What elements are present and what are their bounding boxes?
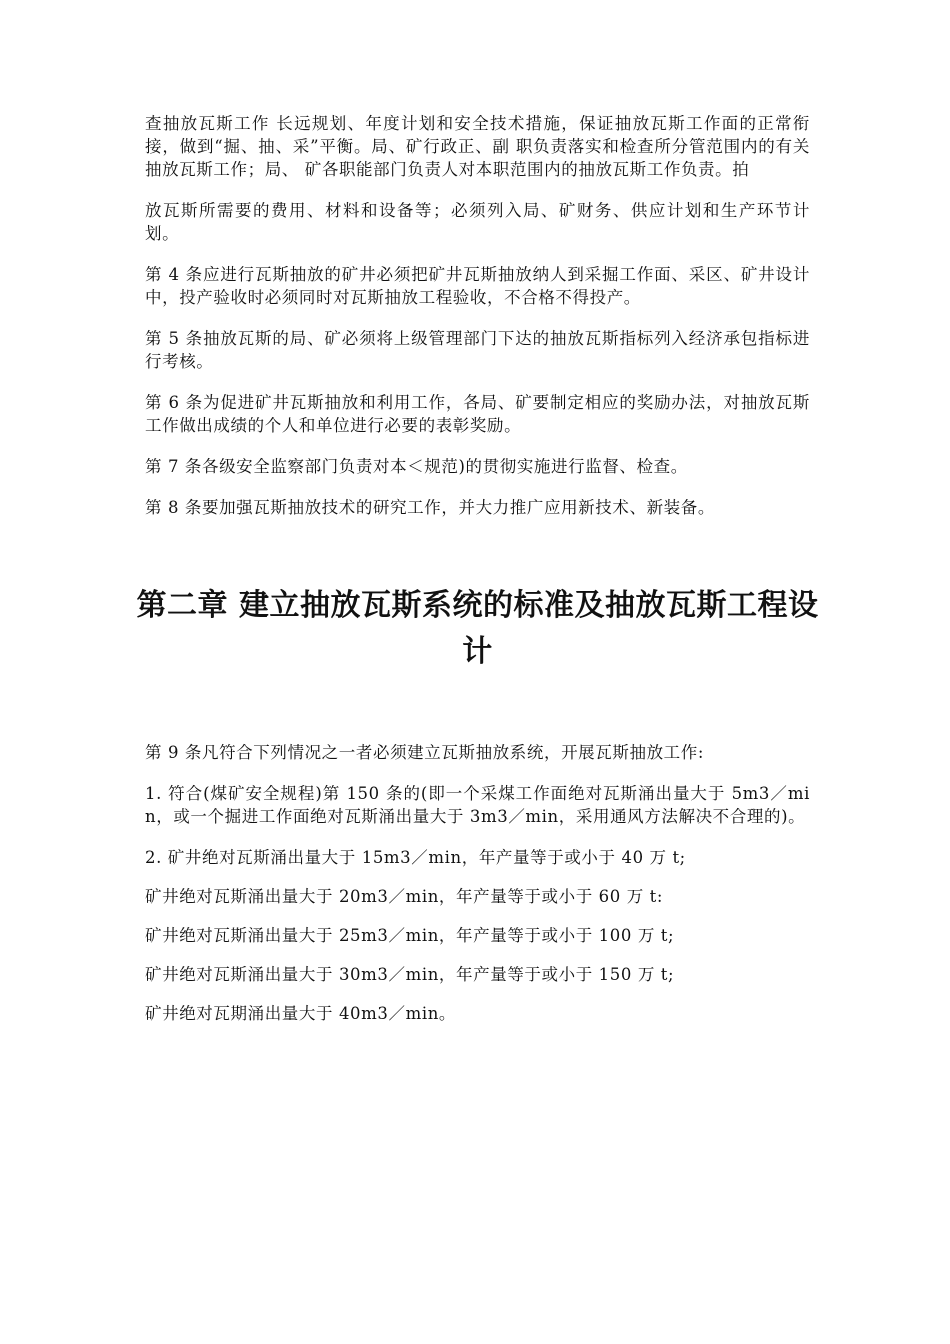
chapter-title: 第二章 建立抽放瓦斯系统的标准及抽放瓦斯工程设计 — [136, 588, 819, 669]
paragraph-item-2-line-100: 矿井绝对瓦斯涌出量大于 25m3／min，年产量等于或小于 100 万 t; — [145, 926, 675, 945]
paragraph-article-6: 第 6 条为促进矿井瓦斯抽放和利用工作，各局、矿要制定相应的奖励办法，对抽放瓦斯工作做出成绩的个人和单位进行必要的表彰奖励。 — [145, 393, 810, 435]
paragraph-article-4: 第 4 条应进行瓦斯抽放的矿井必须把矿井瓦斯抽放纳人到采掘工作面、采区、矿井设计中，投产验收时必须同时对瓦斯抽放工程验收，不合格不得投产。 — [145, 265, 810, 307]
document-page — [136, 112, 819, 1041]
paragraph-item-2-line-60: 矿井绝对瓦斯涌出量大于 20m3／min，年产量等于或小于 60 万 t: — [145, 887, 664, 906]
paragraph-article-8: 第 8 条要加强瓦斯抽放技术的研究工作，并大力推广应用新技术、新装备。 — [145, 498, 715, 517]
paragraph-article-9: 第 9 条凡符合下列情况之一者必须建立瓦斯抽放系统，开展瓦斯抽放工作: — [145, 743, 705, 762]
paragraph-planning: 查抽放瓦斯工作 长远规划、年度计划和安全技术措施，保证抽放瓦斯工作面的正常衔接，做到“掘、抽、采”平衡。局、矿行政正、副 职负责落实和检查所分管范围内的有关抽放瓦斯工作；局、 矿各职能部门负责人对本职范围内的抽放瓦斯工作负责。拍 — [145, 114, 810, 179]
paragraph-item-2: 2. 矿井绝对瓦斯涌出量大于 15m3／min，年产量等于或小于 40 万 t; — [145, 848, 686, 867]
paragraph-costs: 放瓦斯所需要的费用、材料和设备等；必须列入局、矿财务、供应计划和生产环节计划。 — [145, 201, 810, 243]
paragraph-item-2-line-150: 矿井绝对瓦斯涌出量大于 30m3／min，年产量等于或小于 150 万 t; — [145, 965, 675, 984]
paragraph-item-2-line-40: 矿井绝对瓦期涌出量大于 40m3／min。 — [145, 1004, 457, 1023]
paragraph-article-7: 第 7 条各级安全监察部门负责对本＜规范)的贯彻实施进行监督、检查。 — [145, 457, 688, 476]
paragraph-item-1: 1. 符合(煤矿安全规程)第 150 条的(即一个采煤工作面绝对瓦斯涌出量大于 5m3／min，或一个掘进工作面绝对瓦斯涌出量大于 3m3／min，采用通风方法解决不合理的)。 — [145, 784, 810, 826]
paragraph-article-5: 第 5 条抽放瓦斯的局、矿必须将上级管理部门下达的抽放瓦斯指标列入经济承包指标进行考核。 — [145, 329, 810, 371]
